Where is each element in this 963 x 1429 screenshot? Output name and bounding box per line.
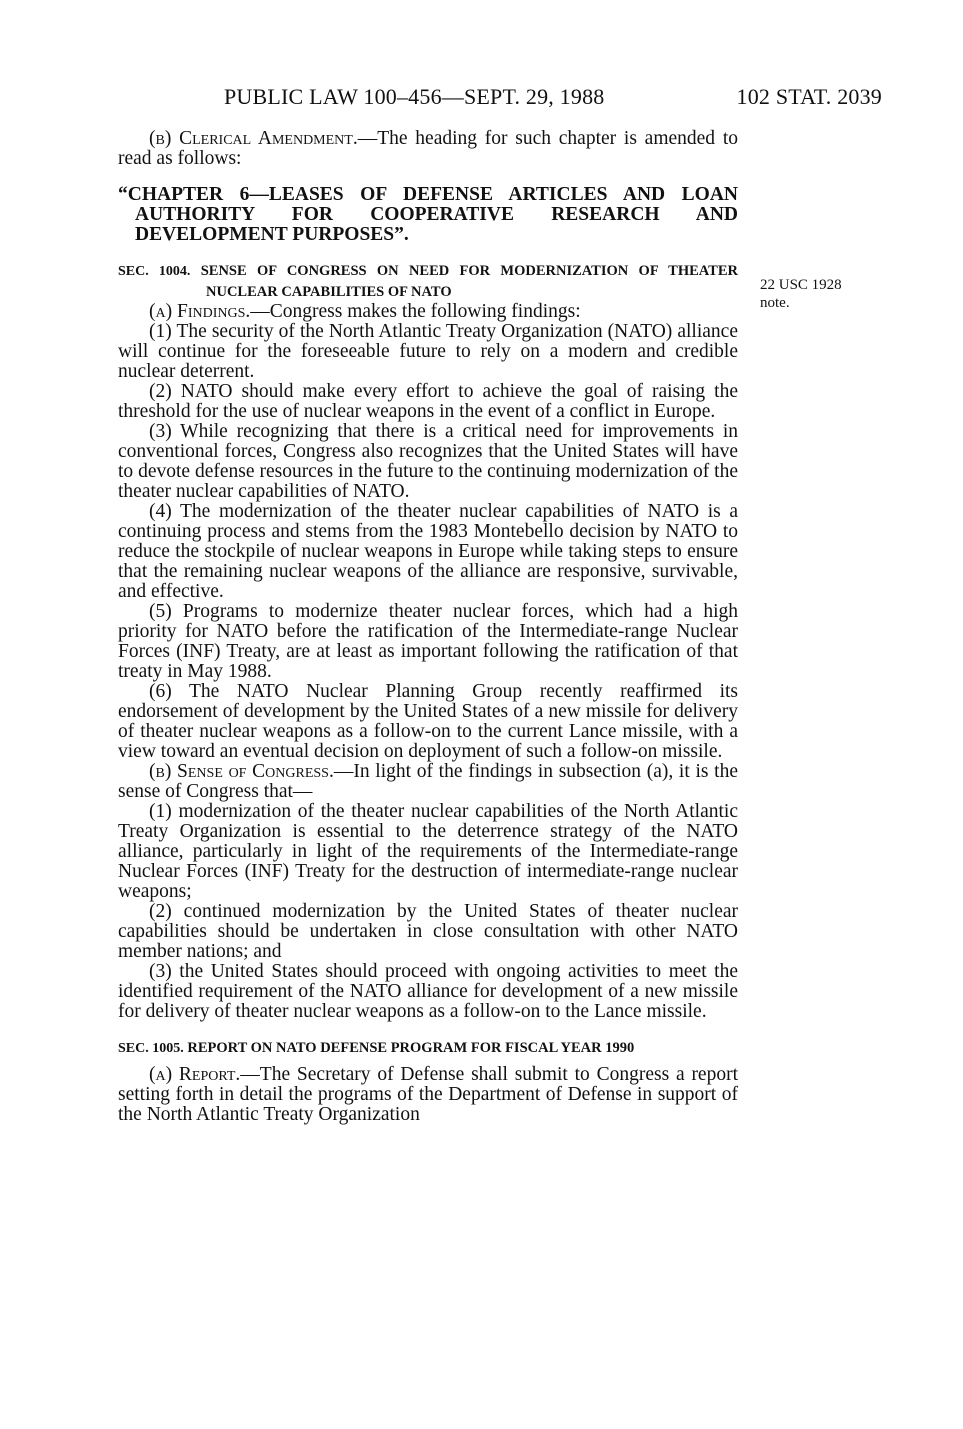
- section-1004-title: SENSE OF CONGRESS ON NEED FOR MODERNIZATION OF THEATER NUCLEAR CAPABILITIES OF NATO: [200, 263, 738, 300]
- section-1005-number: SEC. 1005.: [118, 1041, 184, 1056]
- findings-label: (a) Findings.: [149, 301, 251, 322]
- sense-item: (3) the United States should proceed with ongoing activities to meet the identified requirement of the NATO alliance for development of a new missile for delivery of theater nuclear weapons as a follow-on to the Lance missile.: [118, 961, 738, 1022]
- sense-item: (1) modernization of the theater nuclear capabilities of the North Atlantic Treaty Organization is essential to the deterrence strategy of the NATO alliance, particularly in light of the requirements of the Intermediate-range Nuclear Forces (INF) Treaty for the destruction of intermediate-range nuclear weapons;: [118, 801, 738, 902]
- sense-of-congress-intro: —In light of the findings in subsection (a), it is the sense of Congress that—: [118, 761, 738, 802]
- header-title: PUBLIC LAW 100–456—SEPT. 29, 1988: [224, 84, 605, 109]
- sense-of-congress-paragraph: [118, 762, 738, 802]
- finding-item: (2) NATO should make every effort to achieve the goal of raising the threshold for the use of nuclear weapons in the event of a conflict in Europe.: [118, 381, 738, 422]
- running-header: [118, 84, 882, 114]
- report-text: —The Secretary of Defense shall submit to Congress a report setting forth in detail the programs of the Department of Defense in support of the North Atlantic Treaty Organization: [118, 1064, 738, 1125]
- chapter-heading: “CHAPTER 6—LEASES OF DEFENSE ARTICLES AND LOAN AUTHORITY FOR COOPERATIVE RESEARCH AND DEVELOPMENT PURPOSES”.: [118, 184, 738, 245]
- section-1005-heading: [118, 1038, 738, 1059]
- section-1004-heading: [118, 261, 738, 302]
- finding-item: (5) Programs to modernize theater nuclear forces, which had a high priority for NATO before the ratification of the Intermediate-range Nuclear Forces (INF) Treaty, are at least as important following the ratification of that treaty in May 1988.: [118, 601, 738, 682]
- document-body: [118, 129, 738, 1125]
- finding-item: (6) The NATO Nuclear Planning Group recently reaffirmed its endorsement of development by the United States of a new missile for delivery of theater nuclear weapons as a follow-on to the current Lance missile, with a view toward an eventual decision on deployment of such a follow-on missile.: [118, 681, 738, 762]
- margin-note-usc: 22 USC 1928 note.: [760, 277, 842, 311]
- findings-paragraph: [118, 302, 738, 322]
- findings-intro: —Congress makes the following findings:: [250, 301, 581, 322]
- finding-item: (1) The security of the North Atlantic Treaty Organization (NATO) alliance will continue for the foreseeable future to rely on a modern and credible nuclear deterrent.: [118, 321, 738, 382]
- clerical-amendment-paragraph: [118, 129, 738, 169]
- report-label: (a) Report.: [149, 1064, 241, 1085]
- sense-item: (2) continued modernization by the United States of theater nuclear capabilities should be undertaken in close consultation with other NATO member nations; and: [118, 901, 738, 962]
- sense-of-congress-label: (b) Sense of Congress.: [149, 761, 334, 782]
- clerical-amendment-text: —The heading for such chapter is amended to read as follows:: [118, 128, 738, 169]
- section-1004-number: SEC. 1004.: [118, 264, 191, 279]
- header-stat-page: 102 STAT. 2039: [736, 84, 882, 109]
- clerical-amendment-label: (b) Clerical Amendment.: [149, 128, 358, 149]
- report-paragraph: [118, 1065, 738, 1125]
- finding-item: (3) While recognizing that there is a critical need for improvements in conventional forces, Congress also recognizes that the United States will have to devote defense resources in the future to the continuing modernization of the theater nuclear capabilities of NATO.: [118, 421, 738, 502]
- section-1005-title: REPORT ON NATO DEFENSE PROGRAM FOR FISCAL YEAR 1990: [187, 1040, 635, 1056]
- finding-item: (4) The modernization of the theater nuclear capabilities of NATO is a continuing process and stems from the 1983 Montebello decision by NATO to reduce the stockpile of nuclear weapons in Europe while taking steps to ensure that the remaining nuclear weapons of the alliance are responsive, survivable, and effective.: [118, 501, 738, 602]
